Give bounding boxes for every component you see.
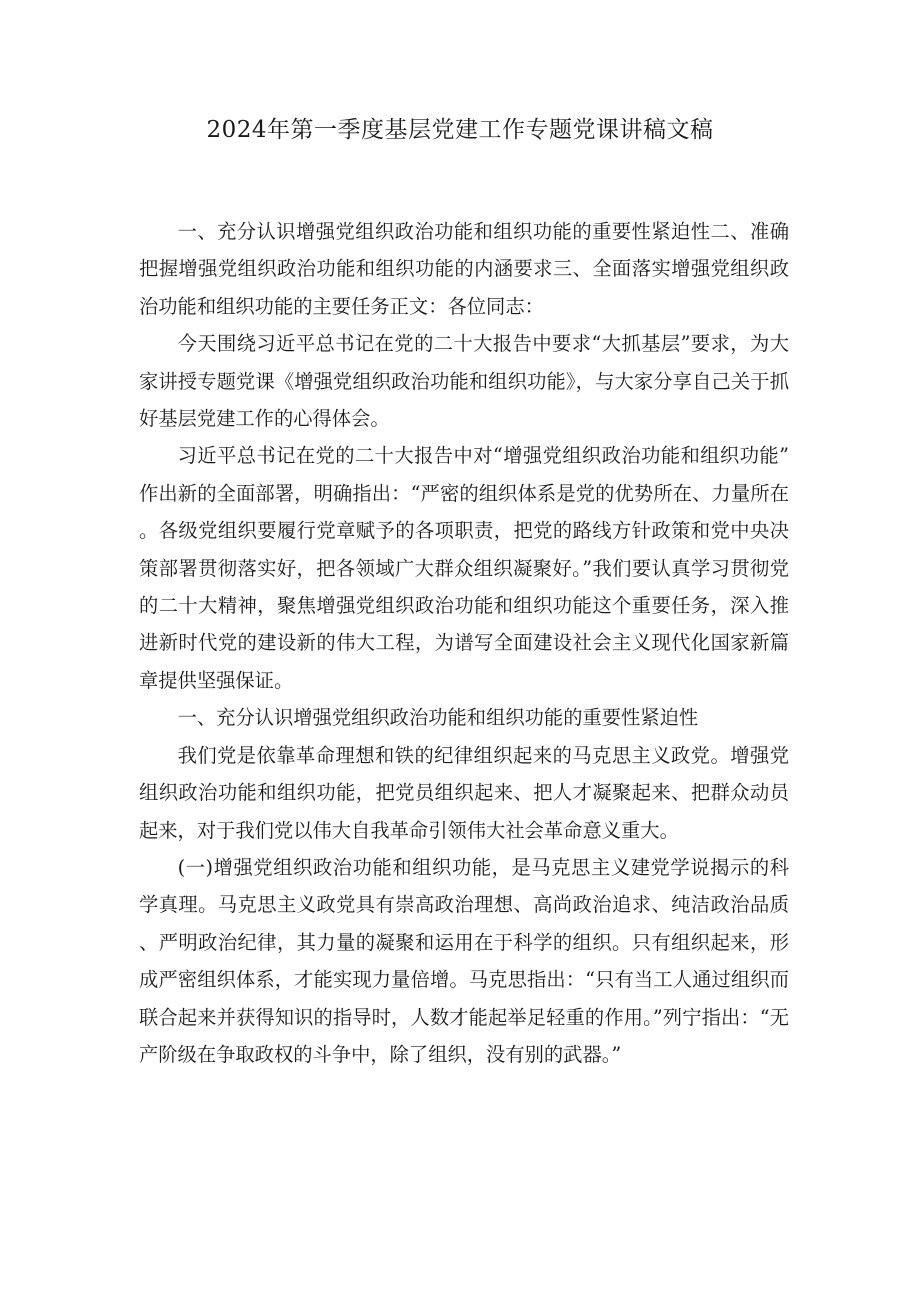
document-body [139, 213, 789, 1073]
paragraph-outline: 一、充分认识增强党组织政治功能和组织功能的重要性紧迫性二、准确把握增强党组织政治功能和组织功能的内涵要求三、全面落实增强党组织政治功能和组织功能的主要任务正文：各位同志： [139, 220, 789, 318]
paragraph-intro: 今天围绕习近平总书记在党的二十大报告中要求“大抓基层”要求，为大家讲授专题党课《增强党组织政治功能和组织功能》，与大家分享自己关于抓好基层党建工作的心得体会。 [139, 332, 789, 431]
paragraph-subsection-1: (一)增强党组织政治功能和组织功能，是马克思主义建党学说揭示的科学真理。马克思主义政党具有崇高政治理想、高尚政治追求、纯洁政治品质、严明政治纪律，其力量的凝聚和运用在于科学的组织。只有组织起来，形成严密组织体系，才能实现力量倍增。马克思指出：“只有当工人通过组织而联合起来并获得知识的指导时，人数才能起举足轻重的作用。”列宁指出：“无产阶级在争取政权的斗争中，除了组织，没有别的武器。” [139, 855, 789, 1066]
paragraph-party-nature: 我们党是依靠革命理想和铁的纪律组织起来的马克思主义政党。增强党组织政治功能和组织功能，把党员组织起来、把人才凝聚起来、把群众动员起来，对于我们党以伟大自我革命引领伟大社会革命意义重大。 [139, 743, 789, 842]
section-heading-1: 一、充分认识增强党组织政治功能和组织功能的重要性紧迫性 [177, 706, 699, 730]
document-title: 2024年第一季度基层党建工作专题党课讲稿文稿 [206, 117, 714, 143]
paragraph-report-quote: 习近平总书记在党的二十大报告中对“增强党组织政治功能和组织功能”作出新的全面部署，明确指出：“严密的组织体系是党的优势所在、力量所在。各级党组织要履行党章赋予的各项职责，把党的路线方针政策和党中央决策部署贯彻落实好，把各领域广大群众组织凝聚好。”我们要认真学习贯彻党的二十大精神，聚焦增强党组织政治功能和组织功能这个重要任务，深入推进新时代党的建设新的伟大工程，为谱写全面建设社会主义现代化国家新篇章提供坚强保证。 [139, 444, 789, 692]
